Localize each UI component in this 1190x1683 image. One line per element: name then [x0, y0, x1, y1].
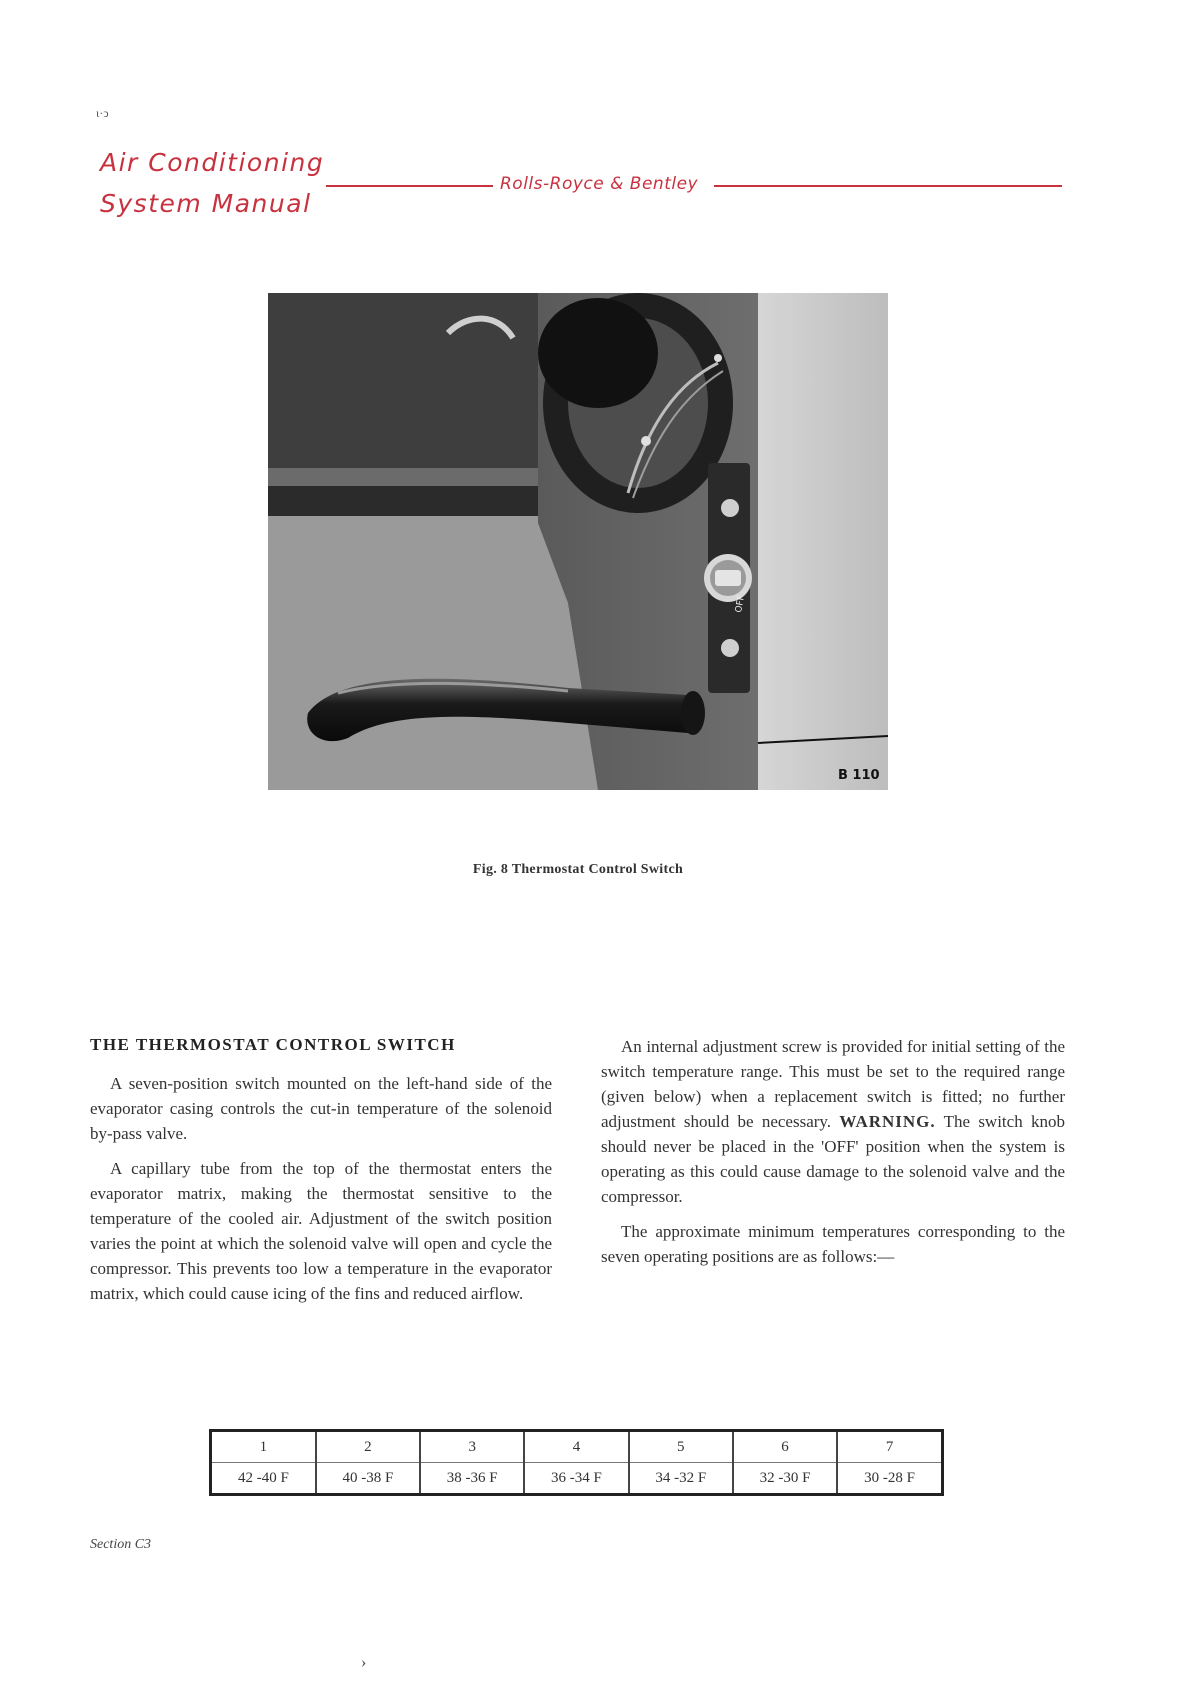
right-paragraph-1 [601, 1034, 1065, 1209]
temperature-cell: 40 -38 F [316, 1463, 420, 1495]
temperature-cell: 32 -30 F [733, 1463, 837, 1495]
dial-off-label: OFF [734, 594, 747, 614]
header-rule-right [714, 185, 1062, 187]
left-paragraph-1: A seven-position switch mounted on the left-hand side of the evaporator casing controls the cut-in temperature of the solenoid by-pass valve. [90, 1074, 552, 1143]
corner-mark: ι·ͻ [96, 106, 109, 120]
warning-label: WARNING. [839, 1112, 936, 1131]
right-column [601, 1034, 1065, 1279]
temperature-table [209, 1429, 944, 1496]
position-cell: 4 [524, 1431, 628, 1463]
temperature-cell: 38 -36 F [420, 1463, 524, 1495]
temperature-cell: 30 -28 F [837, 1463, 942, 1495]
header-rule-left [326, 185, 493, 187]
left-column [90, 1032, 552, 1316]
position-row [211, 1431, 943, 1463]
right-paragraph-1-text-b: The switch knob should never be placed in the 'OFF' position when the system is operating as this could cause damage to the solenoid valve and the compressor. [601, 1112, 1065, 1206]
position-cell: 6 [733, 1431, 837, 1463]
page-mark: › [361, 1654, 367, 1671]
thermostat-photo-drawing [268, 293, 888, 790]
manual-title-line1: Air Conditioning [100, 148, 325, 177]
position-cell: 2 [316, 1431, 420, 1463]
section-heading: THE THERMOSTAT CONTROL SWITCH [90, 1035, 456, 1054]
left-paragraph-2: A capillary tube from the top of the thermostat enters the evaporator matrix, making the thermostat sensitive to the temperature of the cooled air. Adjustment of the switch position varies the point at which the solenoid valve will open and cycle the compressor. This prevents too low a temperature in the evaporator matrix, which could cause icing of the fins and reduced airflow. [90, 1159, 552, 1303]
brand-name: Rolls-Royce & Bentley [500, 174, 699, 194]
section-label: Section C3 [90, 1537, 152, 1552]
thermostat-photo [268, 293, 888, 790]
position-cell: 7 [837, 1431, 942, 1463]
right-paragraph-2: The approximate minimum temperatures corresponding to the seven operating positions are as follows:— [601, 1222, 1065, 1266]
plate-number: B 110 [838, 768, 880, 783]
right-paragraph-1-text-a: An internal adjustment screw is provided for initial setting of the switch temperature range. This must be set to the required range (given below) when a replacement switch is fitted; no further adjustment should be necessary. [601, 1037, 1065, 1131]
temperature-cell: 42 -40 F [237, 1469, 289, 1486]
position-cell: 5 [629, 1431, 733, 1463]
manual-title-line2: System Manual [100, 189, 312, 218]
position-cell: 3 [420, 1431, 524, 1463]
figure-caption: Fig. 8 Thermostat Control Switch [472, 862, 684, 877]
temperature-cell: 34 -32 F [629, 1463, 733, 1495]
temperature-row [211, 1463, 943, 1495]
position-cell: 1 [211, 1431, 316, 1463]
temperature-cell: 36 -34 F [524, 1463, 628, 1495]
